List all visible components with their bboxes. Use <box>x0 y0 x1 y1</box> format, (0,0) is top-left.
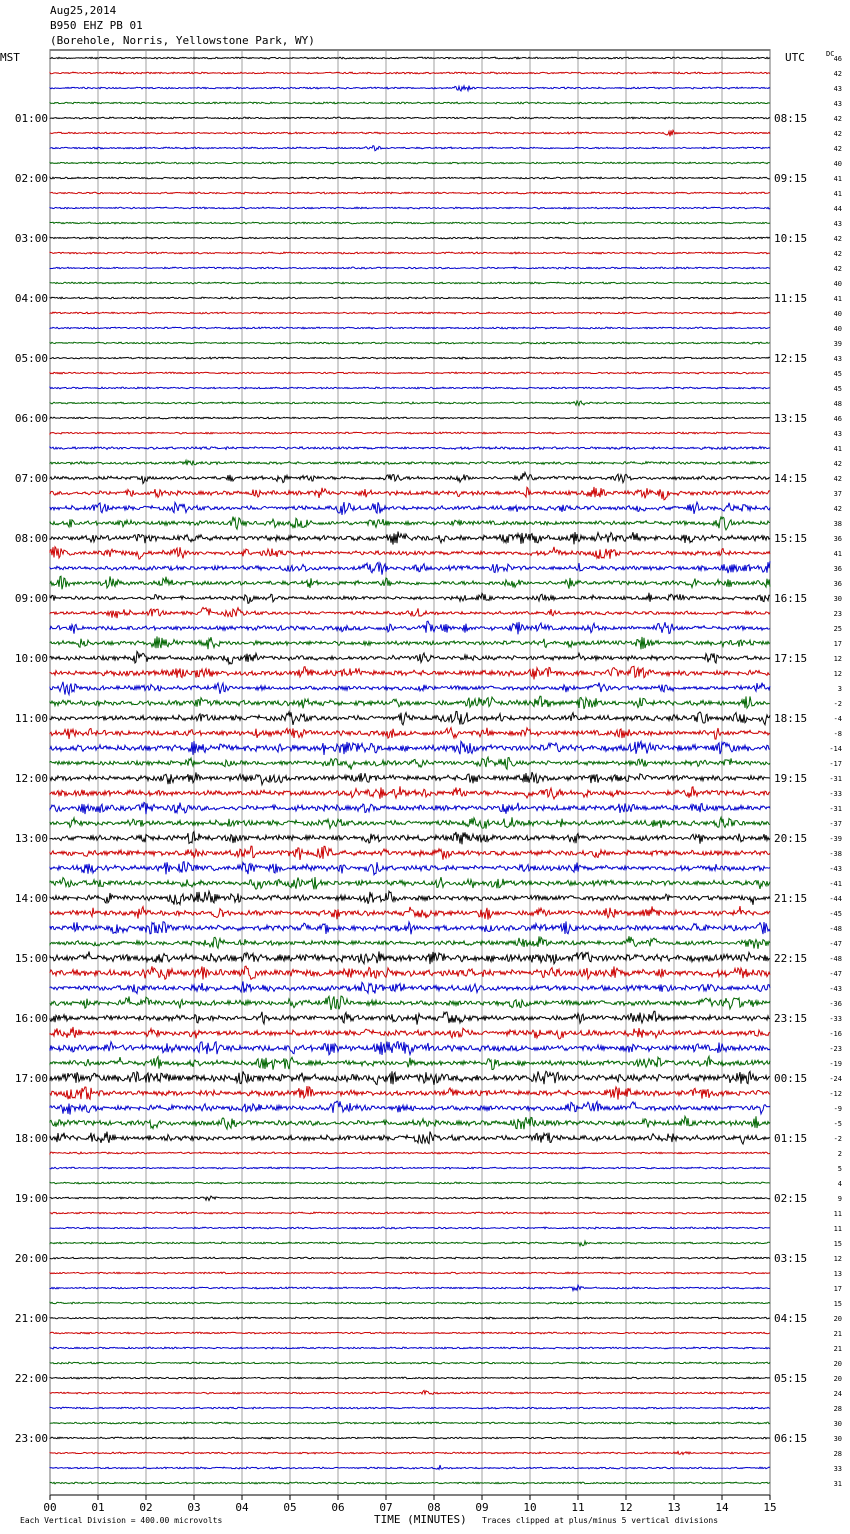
trace-line <box>50 817 770 828</box>
mst-hour-label: 20:00 <box>14 1252 48 1265</box>
trace-line <box>50 102 770 104</box>
trace-line <box>50 757 770 769</box>
x-tick-label: 08 <box>427 1501 441 1514</box>
dc-offset-label: 41 <box>833 550 842 558</box>
x-tick-label: 00 <box>43 1501 57 1514</box>
dc-offset-label: 28 <box>833 1405 842 1413</box>
dc-offset-label: 38 <box>833 520 842 528</box>
dc-offset-label: -44 <box>829 895 842 903</box>
utc-hour-label: 14:15 <box>774 472 808 485</box>
dc-offset-label: 15 <box>833 1240 842 1248</box>
dc-offset-label: -43 <box>829 865 842 873</box>
dc-offset-label: 40 <box>833 280 842 288</box>
trace-line <box>50 1152 770 1154</box>
trace-line <box>50 1422 770 1424</box>
dc-offset-label: -19 <box>829 1060 842 1068</box>
mst-axis-label: MST <box>0 51 20 64</box>
dc-offset-label: 23 <box>833 610 842 618</box>
utc-hour-label: 08:15 <box>774 112 808 125</box>
trace-line <box>50 772 770 785</box>
trace-line <box>50 1042 770 1055</box>
utc-hour-label: 01:15 <box>774 1132 808 1145</box>
utc-hour-label: 11:15 <box>774 292 808 305</box>
dc-offset-label: -48 <box>829 955 842 963</box>
utc-hour-label: 12:15 <box>774 352 808 365</box>
dc-offset-label: 30 <box>833 1420 842 1428</box>
utc-hour-label: 15:15 <box>774 532 808 545</box>
trace-line <box>50 593 770 604</box>
dc-offset-label: 44 <box>833 205 842 213</box>
utc-hour-label: 17:15 <box>774 652 808 665</box>
trace-line <box>50 696 770 709</box>
trace-line <box>50 1116 770 1129</box>
x-tick-label: 07 <box>379 1501 393 1514</box>
station-code: B950 EHZ PB 01 <box>50 19 143 32</box>
utc-hour-label: 22:15 <box>774 952 808 965</box>
trace-line <box>50 86 770 91</box>
trace-line <box>50 327 770 329</box>
mst-hour-label: 04:00 <box>14 292 48 305</box>
dc-offset-label: -24 <box>829 1075 842 1083</box>
dc-offset-label: 45 <box>833 385 842 393</box>
dc-offset-label: -36 <box>829 1000 842 1008</box>
trace-line <box>50 666 770 679</box>
dc-offset-label: -17 <box>829 760 842 768</box>
dc-offset-label: 43 <box>833 430 842 438</box>
trace-line <box>50 951 770 964</box>
mst-hour-label: 16:00 <box>14 1012 48 1025</box>
station-location: (Borehole, Norris, Yellowstone Park, WY) <box>50 34 315 47</box>
trace-line <box>50 1302 770 1304</box>
trace-line <box>50 936 770 949</box>
dc-offset-label: 12 <box>833 655 842 663</box>
x-tick-label: 11 <box>571 1501 585 1514</box>
dc-offset-label: 11 <box>833 1225 842 1233</box>
dc-offset-label: 42 <box>833 235 842 243</box>
trace-line <box>50 1167 770 1169</box>
trace-line <box>50 357 770 359</box>
dc-offset-label: -47 <box>829 940 842 948</box>
dc-offset-label: 36 <box>833 565 842 573</box>
trace-line <box>50 531 770 544</box>
vertical-scale-note: Each Vertical Division = 400.00 microvolts <box>20 1516 223 1525</box>
dc-offset-label: 43 <box>833 100 842 108</box>
trace-line <box>50 728 770 739</box>
dc-offset-label: -4 <box>833 715 842 723</box>
mst-hour-label: 01:00 <box>14 112 48 125</box>
trace-line <box>50 1451 770 1454</box>
dc-offset-label: -47 <box>829 970 842 978</box>
dc-offset-label: 37 <box>833 490 842 498</box>
x-tick-label: 14 <box>715 1501 729 1514</box>
trace-line <box>50 651 770 664</box>
trace-line <box>50 1317 770 1319</box>
dc-offset-label: 40 <box>833 310 842 318</box>
mst-hour-label: 05:00 <box>14 352 48 365</box>
trace-line <box>50 1465 770 1469</box>
dc-offset-label: 46 <box>833 55 842 63</box>
x-tick-label: 01 <box>91 1501 105 1514</box>
dc-offset-label: -16 <box>829 1030 842 1038</box>
utc-axis-label: UTC <box>785 51 805 64</box>
dc-offset-label: -48 <box>829 925 842 933</box>
trace-line <box>50 786 770 799</box>
trace-line <box>50 832 770 845</box>
mst-hour-label: 07:00 <box>14 472 48 485</box>
trace-line <box>50 1086 770 1100</box>
trace-line <box>50 1332 770 1334</box>
dc-offset-label: 20 <box>833 1375 842 1383</box>
mst-hour-label: 19:00 <box>14 1192 48 1205</box>
trace-line <box>50 1347 770 1349</box>
x-tick-label: 02 <box>139 1501 153 1514</box>
trace-line <box>50 1071 770 1085</box>
mst-hour-label: 13:00 <box>14 832 48 845</box>
x-tick-label: 06 <box>331 1501 345 1514</box>
trace-line <box>50 1227 770 1229</box>
dc-offset-label: 30 <box>833 1435 842 1443</box>
trace-line <box>50 517 770 530</box>
dc-offset-label: -23 <box>829 1045 842 1053</box>
trace-line <box>50 966 770 979</box>
trace-line <box>50 146 770 151</box>
trace-line <box>50 891 770 905</box>
trace-line <box>50 711 770 725</box>
dc-offset-label: 21 <box>833 1330 842 1338</box>
trace-line <box>50 1011 770 1024</box>
utc-hour-label: 02:15 <box>774 1192 808 1205</box>
trace-line <box>50 682 770 695</box>
mst-hour-label: 06:00 <box>14 412 48 425</box>
mst-hour-label: 15:00 <box>14 952 48 965</box>
utc-hour-label: 20:15 <box>774 832 808 845</box>
dc-offset-label: 41 <box>833 445 842 453</box>
mst-hour-label: 09:00 <box>14 592 48 605</box>
axis-labels <box>15 55 842 1514</box>
trace-line <box>50 921 770 934</box>
trace-line <box>50 906 770 919</box>
trace-line <box>50 177 770 179</box>
dc-offset-label: 42 <box>833 265 842 273</box>
dc-offset-label: -37 <box>829 820 842 828</box>
trace-line <box>50 621 770 634</box>
trace-line <box>50 1482 770 1484</box>
trace-line <box>50 1390 770 1394</box>
utc-hour-label: 04:15 <box>774 1312 808 1325</box>
dc-offset-label: 21 <box>833 1345 842 1353</box>
trace-line <box>50 297 770 299</box>
trace-line <box>50 237 770 239</box>
x-tick-label: 09 <box>475 1501 489 1514</box>
dc-offset-label: -43 <box>829 985 842 993</box>
trace-line <box>50 487 770 500</box>
trace-line <box>50 207 770 209</box>
x-tick-label: 04 <box>235 1501 249 1514</box>
trace-line <box>50 607 770 618</box>
mst-hour-label: 23:00 <box>14 1432 48 1445</box>
trace-line <box>50 1407 770 1409</box>
utc-hour-label: 19:15 <box>774 772 808 785</box>
dc-offset-label: 43 <box>833 355 842 363</box>
dc-offset-label: 42 <box>833 70 842 78</box>
dc-offset-label: 9 <box>837 1195 842 1203</box>
x-axis-label: TIME (MINUTES) <box>374 1513 467 1526</box>
trace-line <box>50 401 770 405</box>
x-tick-label: 13 <box>667 1501 681 1514</box>
dc-offset-label: 4 <box>837 1180 842 1188</box>
trace-line <box>50 1272 770 1274</box>
dc-offset-label: -33 <box>829 1015 842 1023</box>
x-tick-label: 12 <box>619 1501 633 1514</box>
trace-line <box>50 130 770 136</box>
clip-note: Traces clipped at plus/minus 5 vertical divisions <box>482 1516 719 1525</box>
trace-line <box>50 192 770 194</box>
trace-line <box>50 372 770 374</box>
trace-line <box>50 1027 770 1039</box>
dc-offset-label: 43 <box>833 220 842 228</box>
trace-line <box>50 267 770 269</box>
utc-hour-label: 23:15 <box>774 1012 808 1025</box>
dc-offset-label: -33 <box>829 790 842 798</box>
mst-hour-label: 14:00 <box>14 892 48 905</box>
dc-offset-label: 17 <box>833 640 842 648</box>
dc-offset-label: 24 <box>833 1390 842 1398</box>
dc-offset-label: 3 <box>837 685 842 693</box>
seismic-traces <box>50 57 770 1484</box>
trace-line <box>50 432 770 434</box>
dc-offset-label: 11 <box>833 1210 842 1218</box>
trace-line <box>50 877 770 889</box>
trace-line <box>50 117 770 119</box>
dc-offset-label: -5 <box>833 1120 842 1128</box>
dc-offset-label: 42 <box>833 460 842 468</box>
trace-line <box>50 1196 770 1200</box>
trace-line <box>50 57 770 59</box>
trace-line <box>50 1056 770 1069</box>
utc-hour-label: 06:15 <box>774 1432 808 1445</box>
trace-line <box>50 417 770 419</box>
mst-hour-label: 21:00 <box>14 1312 48 1325</box>
trace-line <box>50 502 770 515</box>
dc-offset-label: -45 <box>829 910 842 918</box>
dc-offset-label: -38 <box>829 850 842 858</box>
dc-offset-label: 13 <box>833 1270 842 1278</box>
mst-hour-label: 11:00 <box>14 712 48 725</box>
dc-offset-label: 46 <box>833 415 842 423</box>
utc-hour-label: 00:15 <box>774 1072 808 1085</box>
x-tick-label: 05 <box>283 1501 297 1514</box>
trace-line <box>50 460 770 465</box>
dc-offset-label: 36 <box>833 535 842 543</box>
dc-offset-label: 48 <box>833 400 842 408</box>
dc-offset-label: 41 <box>833 295 842 303</box>
trace-line <box>50 981 770 993</box>
utc-hour-label: 05:15 <box>774 1372 808 1385</box>
dc-offset-label: 45 <box>833 370 842 378</box>
trace-line <box>50 342 770 344</box>
plot-date: Aug25,2014 <box>50 4 117 17</box>
utc-hour-label: 21:15 <box>774 892 808 905</box>
mst-hour-label: 02:00 <box>14 172 48 185</box>
dc-offset-label: 40 <box>833 160 842 168</box>
trace-line <box>50 576 770 589</box>
mst-hour-label: 18:00 <box>14 1132 48 1145</box>
dc-offset-label: 17 <box>833 1285 842 1293</box>
trace-line <box>50 282 770 284</box>
trace-line <box>50 222 770 224</box>
trace-line <box>50 802 770 814</box>
dc-offset-label: -9 <box>833 1105 842 1113</box>
dc-offset-label: 12 <box>833 670 842 678</box>
dc-offset-label: 30 <box>833 595 842 603</box>
dc-offset-label: -14 <box>829 745 842 753</box>
dc-offset-label: 43 <box>833 85 842 93</box>
mst-hour-label: 10:00 <box>14 652 48 665</box>
dc-offset-label: 42 <box>833 475 842 483</box>
dc-offset-label: 42 <box>833 115 842 123</box>
trace-line <box>50 447 770 450</box>
dc-axis-label: DC <box>826 50 835 58</box>
trace-line <box>50 472 770 483</box>
dc-offset-label: 28 <box>833 1450 842 1458</box>
trace-line <box>50 1437 770 1439</box>
dc-offset-label: -2 <box>833 1135 842 1143</box>
mst-hour-label: 03:00 <box>14 232 48 245</box>
trace-line <box>50 561 770 575</box>
trace-line <box>50 72 770 74</box>
mst-hour-label: 08:00 <box>14 532 48 545</box>
trace-line <box>50 846 770 860</box>
trace-line <box>50 547 770 559</box>
utc-hour-label: 16:15 <box>774 592 808 605</box>
x-tick-label: 03 <box>187 1501 201 1514</box>
trace-line <box>50 1285 770 1290</box>
trace-line <box>50 741 770 755</box>
dc-offset-label: 36 <box>833 580 842 588</box>
x-tick-label: 15 <box>763 1501 777 1514</box>
dc-offset-label: 2 <box>837 1150 842 1158</box>
dc-offset-label: 39 <box>833 340 842 348</box>
trace-line <box>50 387 770 389</box>
dc-offset-label: 40 <box>833 325 842 333</box>
dc-offset-label: 31 <box>833 1480 842 1488</box>
mst-hour-label: 12:00 <box>14 772 48 785</box>
trace-line <box>50 1182 770 1184</box>
trace-line <box>50 1212 770 1214</box>
dc-offset-label: -31 <box>829 775 842 783</box>
trace-line <box>50 1362 770 1364</box>
trace-line <box>50 1377 770 1379</box>
dc-offset-label: 20 <box>833 1315 842 1323</box>
trace-line <box>50 996 770 1010</box>
utc-hour-label: 18:15 <box>774 712 808 725</box>
utc-hour-label: 10:15 <box>774 232 808 245</box>
dc-offset-label: -41 <box>829 880 842 888</box>
mst-hour-label: 17:00 <box>14 1072 48 1085</box>
utc-hour-label: 03:15 <box>774 1252 808 1265</box>
trace-line <box>50 636 770 649</box>
trace-line <box>50 312 770 314</box>
dc-offset-label: 12 <box>833 1255 842 1263</box>
utc-hour-label: 09:15 <box>774 172 808 185</box>
trace-line <box>50 162 770 164</box>
dc-offset-label: -31 <box>829 805 842 813</box>
dc-offset-label: 20 <box>833 1360 842 1368</box>
dc-offset-label: 15 <box>833 1300 842 1308</box>
trace-line <box>50 1241 770 1246</box>
dc-offset-label: 42 <box>833 250 842 258</box>
dc-offset-label: 42 <box>833 130 842 138</box>
trace-line <box>50 1101 770 1114</box>
trace-line <box>50 252 770 254</box>
dc-offset-label: -8 <box>833 730 842 738</box>
mst-hour-label: 22:00 <box>14 1372 48 1385</box>
dc-offset-label: -39 <box>829 835 842 843</box>
trace-line <box>50 862 770 875</box>
dc-offset-label: 41 <box>833 190 842 198</box>
dc-offset-label: 42 <box>833 145 842 153</box>
dc-offset-label: 41 <box>833 175 842 183</box>
dc-offset-label: -2 <box>833 700 842 708</box>
trace-line <box>50 1132 770 1145</box>
dc-offset-label: 33 <box>833 1465 842 1473</box>
dc-offset-label: 5 <box>837 1165 842 1173</box>
utc-hour-label: 13:15 <box>774 412 808 425</box>
dc-offset-label: -12 <box>829 1090 842 1098</box>
dc-offset-label: 25 <box>833 625 842 633</box>
x-tick-label: 10 <box>523 1501 537 1514</box>
dc-offset-label: 42 <box>833 505 842 513</box>
trace-line <box>50 1257 770 1259</box>
